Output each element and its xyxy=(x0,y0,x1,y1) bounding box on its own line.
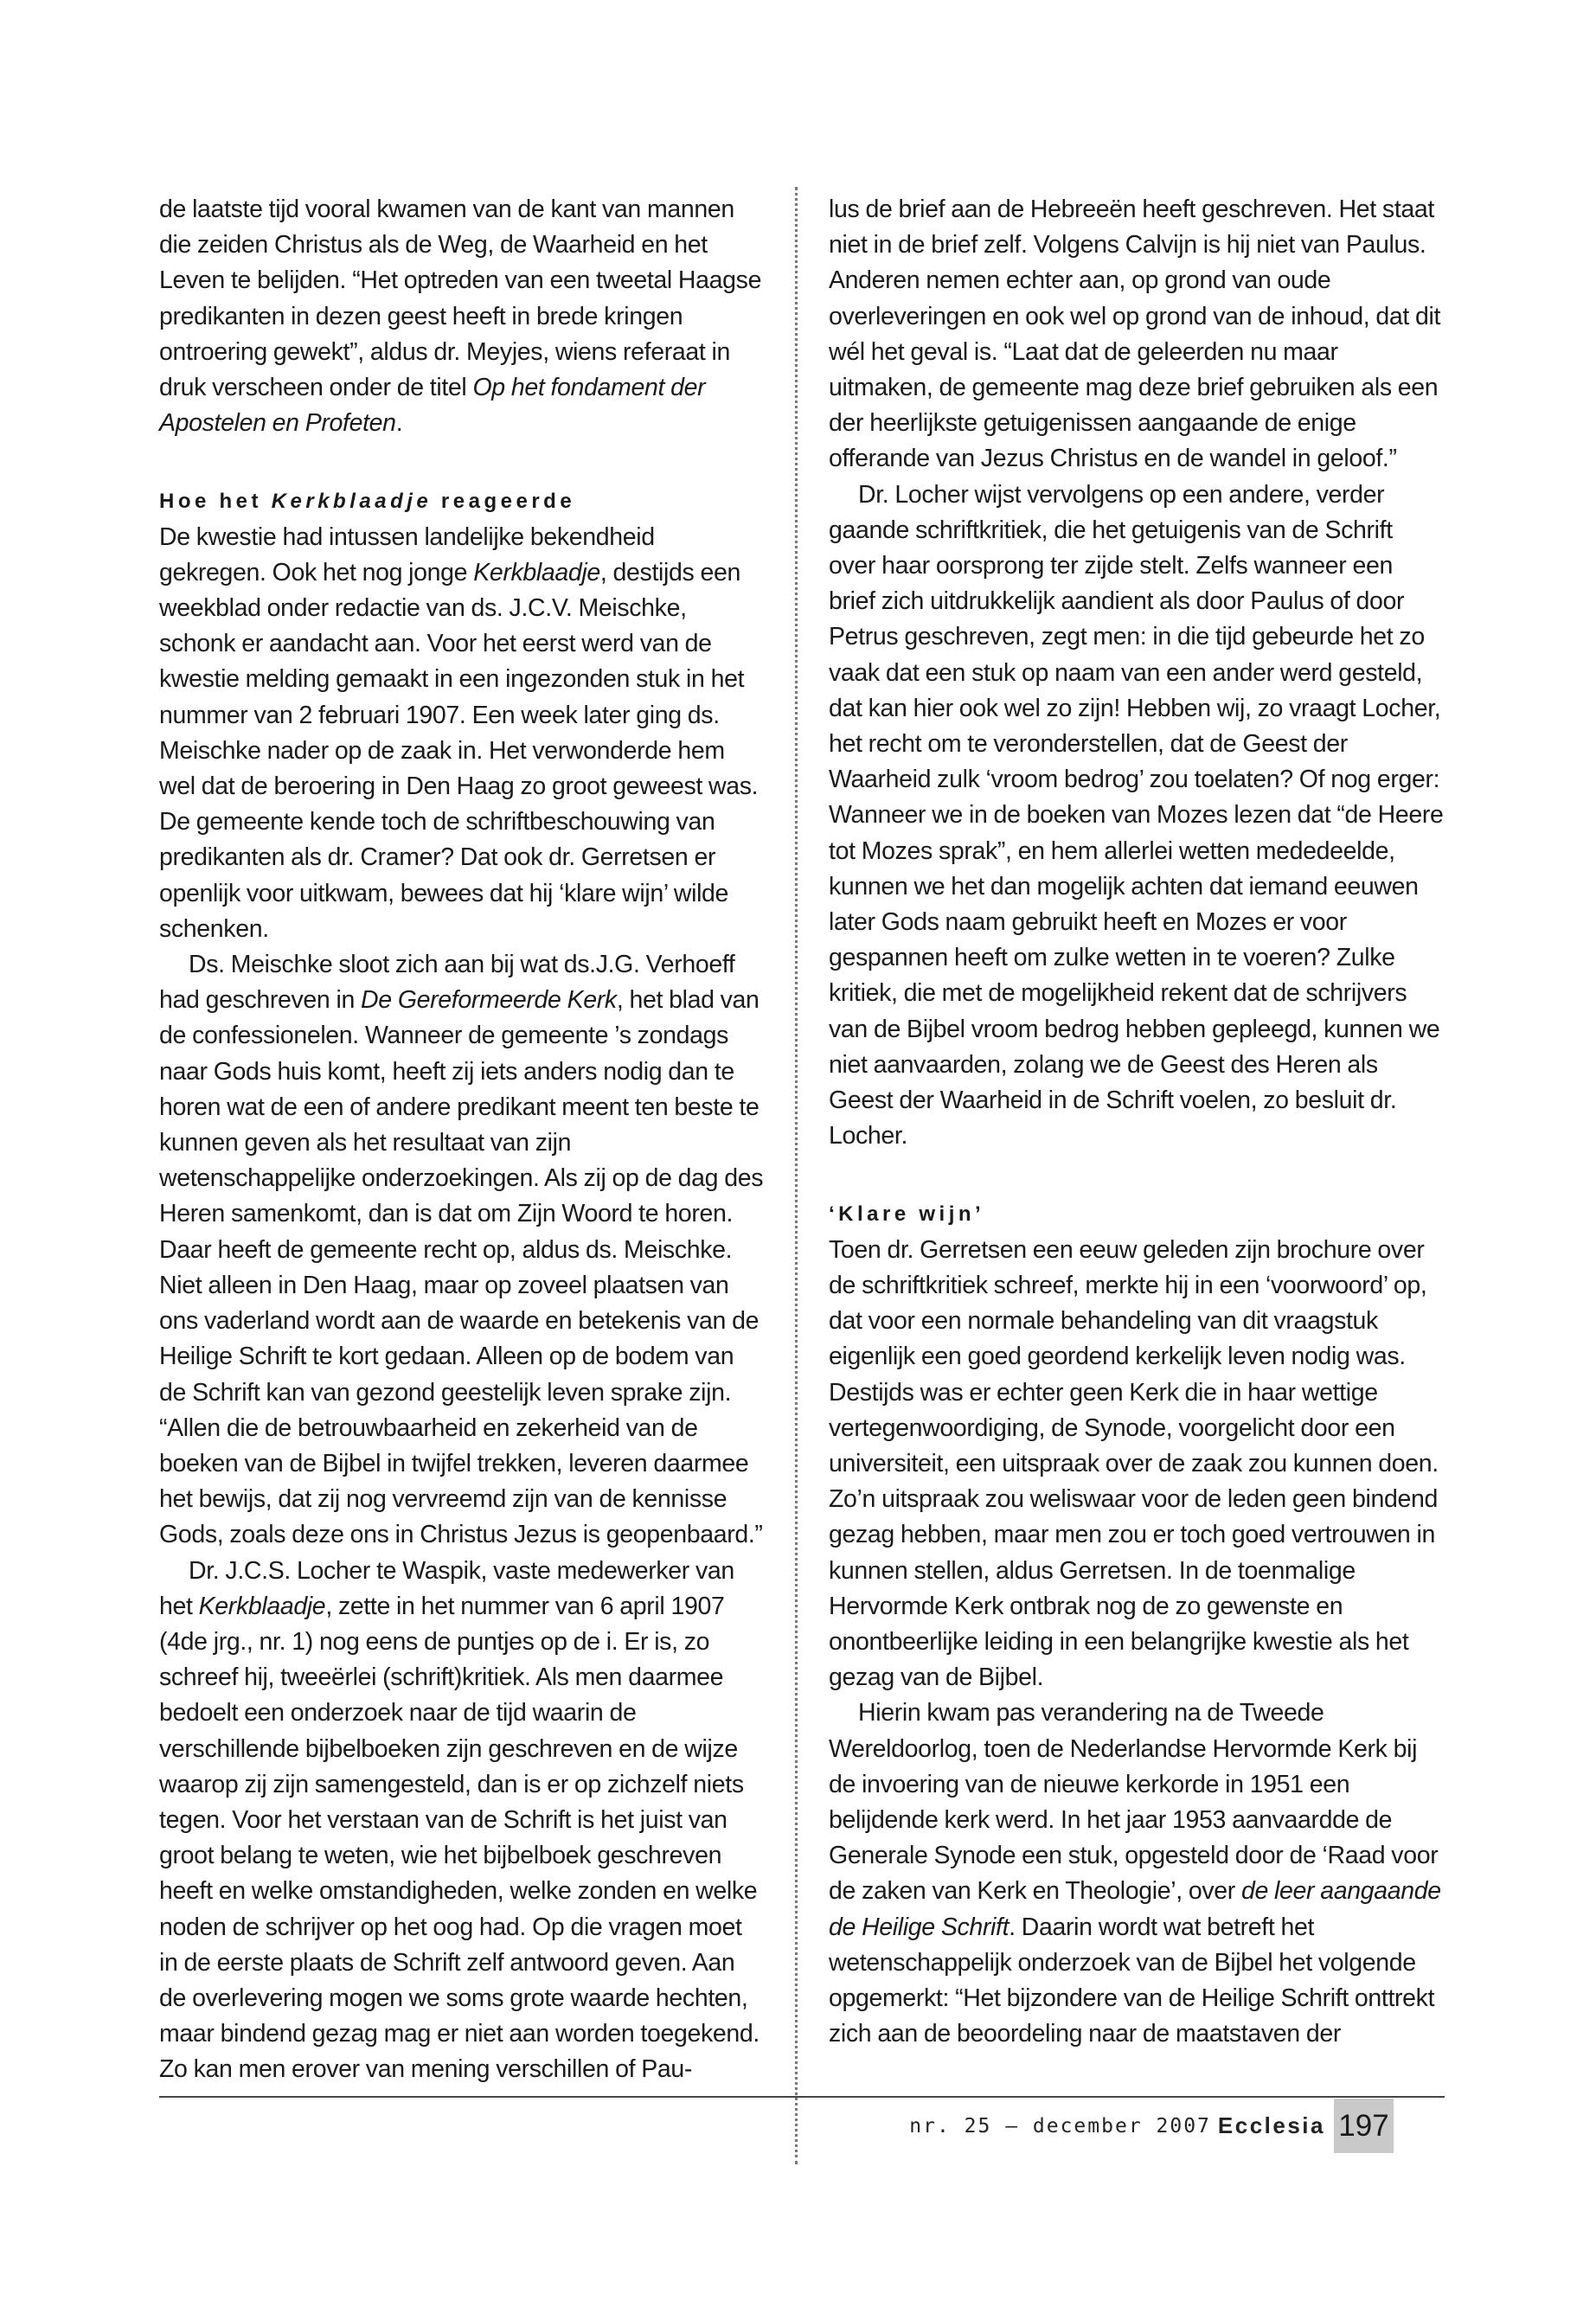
left-paragraph-1 xyxy=(159,192,765,441)
italic-title: Kerkblaadje xyxy=(473,558,600,586)
text-run: Ds. Meischke sloot zich aan bij wat ds.J.G. Verhoeff had geschreven in xyxy=(159,951,735,1015)
text-run: Hierin kwam pas verandering na de Tweede Wereldoorlog, toen de Nederlandse Hervormde Kerk bij de invoering van de nieuwe kerkorde in 1951 een belijdende kerk werd. In het jaar 1953 aanvaardde de Generale Synode een stuk, opgesteld door de ‘Raad voor de zaken van Kerk en Theologie’, over xyxy=(829,1699,1439,1906)
text-run: de laatste tijd vooral kwamen van de kant van mannen die zeiden Christus als de Weg, de Waarheid en het Leven te belijden. “Het optreden van een tweetal Haagse predikanten in dezen geest heeft in brede kringen ontroering gewekt”, aldus dr. Meyjes, wiens referaat in druk verscheen onder de titel xyxy=(159,195,762,402)
left-paragraph-4 xyxy=(159,1554,765,2088)
left-column xyxy=(159,192,765,2088)
italic-title: Op het fondament der Apostelen en Profeten xyxy=(159,374,706,438)
right-paragraph-3: Toen dr. Gerretsen een eeuw geleden zijn brochure over de schriftkritiek schreef, merkte hij in een ‘voorwoord’ op, dat voor een normale behandeling van dit vraagstuk eigenlijk een goed geordend kerkelijk leven nodig was. Destijds was er echter geen Kerk die in haar wettige vertegenwoordiging, de Synode, voorgelicht door een universiteit, een uitspraak over de zaak zou kunnen doen. Zo’n uitspraak zou weliswaar voor de leden geen bindend gezag hebben, maar men zou er toch goed vertrouwen in kunnen stellen, aldus Gerretsen. In de toenmalige Hervormde Kerk ontbrak nog de zo gewenste en onontbeerlijke leiding in een belangrijke kwestie als het gezag van de Bijbel. xyxy=(829,1235,1439,1692)
right-column xyxy=(829,192,1445,2052)
heading-italic: Kerkblaadje xyxy=(271,490,433,514)
issue-info: nr. 25 — december 2007 xyxy=(909,2114,1211,2138)
section-heading-klare-wijn: ‘Klare wijn’ xyxy=(829,1202,985,1227)
footer-rule xyxy=(159,2096,1445,2098)
heading-text: reageerde xyxy=(432,490,576,514)
section-heading-kerkblaadje xyxy=(159,484,765,519)
magazine-name: Ecclesia xyxy=(1217,2112,1325,2138)
heading-text: Hoe het xyxy=(159,490,272,514)
text-run: , het blad van de confessionelen. Wanneer de gemeente ’s zondags naar Gods huis komt, heeft zij iets anders nodig dan te horen wat de een of andere predikant meent ten beste te kunnen geven als het resultaat van zijn wetenschappelijke onderzoekingen. Als zij op de dag des Heren samenkomt, dan is dat om Zijn Woord te horen. Daar heeft de gemeente recht op, aldus ds. Meischke. Niet alleen in Den Haag, maar op zoveel plaatsen van ons vaderland wordt aan de waarde en betekenis van de Heilige Schrift te kort gedaan. Alleen op de bodem van de Schrift kan van gezond geestelijk leven sprake zijn. “Allen die de betrouwbaarheid en zekerheid van de boeken van de Bijbel in twijfel trekken, leveren daarmee het bewijs, dat zij nog vervreemd zijn van de kennisse Gods, zoals deze ons in Christus Jezus is geopenbaard.” xyxy=(159,986,764,1549)
italic-title: De Gereformeerde Kerk xyxy=(361,986,617,1015)
right-paragraph-2: Dr. Locher wijst vervolgens op een andere, verder gaande schriftkritiek, die het getuigenis van de Schrift over haar oorsprong ter zijde stelt. Zelfs wanneer een brief zich uitdrukkelijk aandient als door Paulus of door Petrus geschreven, zegt men: in die tijd gebeurde het zo vaak dat een stuk op naam van een ander werd gesteld, dat kan hier ook wel zo zijn! Hebben wij, zo vraagt Locher, het recht om te veronderstellen, dat de Geest der Waarheid zulk ‘vroom bedrog’ zou toelaten? Of nog erger: Wanneer we in de boeken van Mozes lezen dat “de Heere tot Mozes sprak”, en hem allerlei wetten mededeelde, kunnen we het dan mogelijk achten dat iemand eeuwen later Gods naam gebruikt heeft en Mozes er voor gespannen heeft om zulke wetten in te voeren? Zulke kritiek, die met de mogelijkheid rekent dat de schrijvers van de Bijbel vroom bedrog hebben gepleegd, kunnen we niet aanvaarden, zolang we de Geest des Heren als Geest der Waarheid in de Schrift voelen, zo besluit dr. Locher. xyxy=(829,480,1444,1150)
italic-title: Kerkblaadje xyxy=(198,1592,326,1620)
text-run: De kwestie had intussen landelijke bekendheid gekregen. Ook het nog jonge xyxy=(159,522,655,586)
right-paragraph-4 xyxy=(829,1695,1445,2052)
left-paragraph-2 xyxy=(159,520,765,947)
text-run: . Daarin wordt wat betreft het wetenschappelijk onderzoek van de Bijbel het volgende opgemerkt: “Het bijzondere van de Heilige Schrift onttrekt zich aan de beoordeling naar de maatstaven der xyxy=(829,1913,1435,2048)
right-paragraph-1: lus de brief aan de Hebreeën heeft geschreven. Het staat niet in de brief zelf. Volgens Calvijn is hij niet van Paulus. Anderen nemen echter aan, op grond van oude overleveringen en ook wel op grond van de inhoud, dat dit wél het geval is. “Laat dat de geleerden nu maar uitmaken, de gemeente mag deze brief gebruiken als een der heerlijkste getuigenissen aangaande de enige offerande van Jezus Christus en de wandel in geloof.” xyxy=(829,195,1441,473)
page-number: 197 xyxy=(1334,2099,1394,2153)
italic-title: de leer aangaande de Heilige Schrift xyxy=(829,1877,1441,1941)
column-divider xyxy=(795,187,798,2164)
text-run: , zette in het nummer van 6 april 1907 (4de jrg., nr. 1) nog eens de puntjes op de i. Er is, zo schreef hij, tweeërlei (schrift)kritiek. Als men daarmee bedoelt een onderzoek naar de tijd waarin de verschillende bijbelboeken zijn geschreven en de wijze waarop zij zijn samengesteld, dan is er op zichzelf niets tegen. Voor het verstaan van de Schrift is het juist van groot belang te weten, wie het bijbelboek geschreven heeft en welke omstandigheden, welke zonden en welke noden de schrijver op het oog had. Op die vragen moet in de eerste plaats de Schrift zelf antwoord geven. Aan de overlevering mogen we soms grote waarde hechten, maar bindend gezag mag er niet aan worden toegekend. Zo kan men erover van mening verschillen of Pau- xyxy=(159,1592,760,2084)
text-run: , destijds een weekblad onder redactie van ds. J.C.V. Meischke, schonk er aandacht aan. Voor het eerst werd van de kwestie melding gemaakt in een ingezonden stuk in het nummer van 2 februari 1907. Een week later ging ds. Meischke nader op de zaak in. Het verwonderde hem wel dat de beroering in Den Haag zo groot geweest was. De gemeente kende toch de schriftbeschouwing van predikanten als dr. Cramer? Dat ook dr. Gerretsen er openlijk voor uitkwam, bewees dat hij ‘klare wijn’ wilde schenken. xyxy=(159,558,759,943)
text-run: . xyxy=(395,409,403,438)
page-footer xyxy=(909,2099,1394,2153)
text-run: Dr. J.C.S. Locher te Waspik, vaste medewerker van het xyxy=(159,1556,734,1620)
left-paragraph-3 xyxy=(159,947,765,1553)
